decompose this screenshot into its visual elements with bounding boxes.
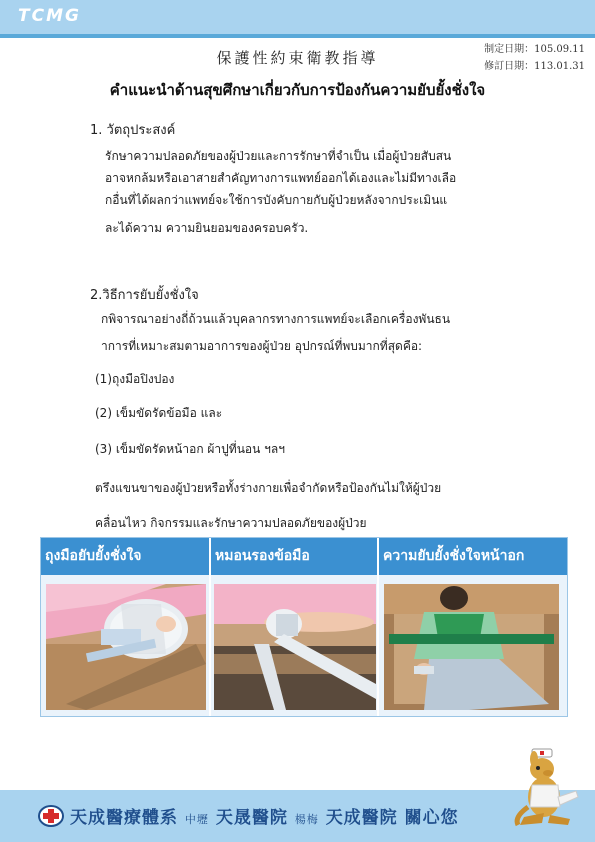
created-date: 制定日期：105.09.11 [484, 44, 585, 55]
location-yangmei: 楊梅 [294, 813, 319, 826]
hospital-name-2: 天成醫院 [325, 808, 398, 828]
restraint-item: (3) เข็มขัดรัดหน้าอก ผ้าปูที่นอน ฯลฯ [95, 442, 285, 456]
section1-line: รักษาความปลอดภัยของผู้ป่วยและการรักษาที่จำเป็น เมื่อผู้ป่วยสับสน [105, 149, 452, 163]
org-name: 天成醫療體系 [70, 808, 178, 828]
section1-heading: 1. วัตถุประสงค์ [90, 123, 176, 138]
location-zhongli: 中壢 [184, 813, 209, 826]
header-bar [0, 0, 595, 34]
section2-intro-line: กพิจารณาอย่างถี่ถ้วนแล้วบุคลากรทางการแพทย์จะเลือกเครื่องพันธน [101, 312, 451, 326]
section2-intro-line: าการที่เหมาะสมตามอาการของผู้ป่วย อุปกรณ์ที่พบมากที่สุดคือ: [101, 339, 423, 353]
wrist-restraint-photo [214, 584, 376, 710]
footer-hospital-names [70, 803, 459, 828]
section1-line: ละได้ความ ความยินยอมของครอบครัว. [105, 221, 309, 235]
section2-heading: 2.วิธีการยับยั้งชั่งใจ [90, 288, 199, 303]
section2-outro-line: คลื่อนไหว กิจกรรมและรักษาความปลอดภัยของผู้ป่วย [95, 516, 367, 530]
restraint-item: (2) เข็มขัดรัดข้อมือ และ [95, 406, 223, 420]
column-divider [377, 538, 379, 716]
restraint-photo-table [40, 537, 568, 717]
brand-logo-text: TCMG [18, 6, 81, 26]
document-title-thai: คำแนะนำด้านสุขศึกษาเกี่ยวกับการป้องกันความยับยั้งชั่งใจ [109, 81, 486, 99]
chest-restraint-photo [384, 584, 559, 710]
column-divider [209, 538, 211, 716]
mitten-restraint-photo [46, 584, 206, 710]
header-rule [0, 34, 595, 38]
column-header-mitten: ถุงมือยับยั้งชั่งใจ [41, 538, 209, 575]
kangaroo-nurse-mascot-icon [514, 747, 584, 827]
hospital-name-1: 天晟醫院 [215, 808, 288, 828]
slogan: 關心您 [404, 808, 459, 828]
column-header-chest: ความยับยั้งชั่งใจหน้าอก [379, 538, 567, 575]
section1-line: กอื่นที่ได้ผลกว่าแพทย์จะใช้การบังคับกายกับผู้ป่วยหลังจากประเมินแ [105, 193, 448, 207]
revised-date: 修訂日期：113.01.31 [484, 61, 585, 72]
restraint-item: (1)ถุงมือปิงปอง [95, 372, 175, 386]
document-title-chinese: 保護性約束衛教指導 [216, 49, 379, 67]
hospital-cross-logo-icon [38, 805, 64, 827]
section2-outro-line: ตรึงแขนขาของผู้ป่วยหรือทั้งร่างกายเพื่อจำกัดหรือป้องกันไม่ให้ผู้ป่วย [95, 481, 442, 495]
section1-line: อาจหกล้มหรือเอาสายสำคัญทางการแพทย์ออกได้เองและไม่มีทางเลือ [105, 171, 457, 185]
column-header-wrist: หมอนรองข้อมือ [211, 538, 377, 575]
